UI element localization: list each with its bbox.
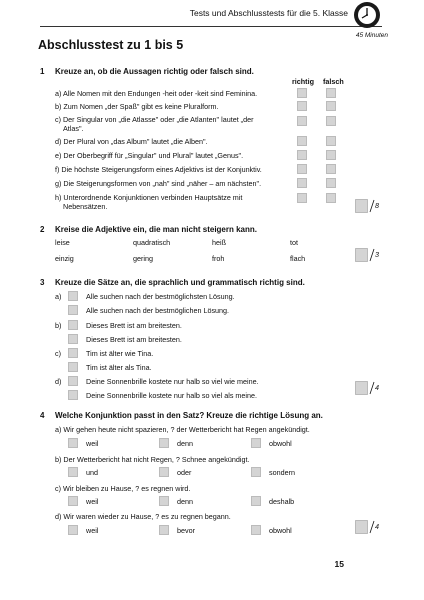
q2-word-einzig[interactable]: einzig <box>55 254 74 263</box>
q1-item-c-cont: Atlas". <box>63 124 84 133</box>
q1-h-richtig-checkbox[interactable] <box>297 193 307 203</box>
q1-col-richtig: richtig <box>292 77 314 86</box>
q1-d-richtig-checkbox[interactable] <box>297 136 307 146</box>
q4-b-option-1: und <box>86 468 98 477</box>
q3-item-b2: Dieses Brett ist am breitesten. <box>86 335 182 344</box>
q1-item-e: e) Der Oberbegriff für „Singular" und Plural" lautet „Genus". <box>55 151 244 160</box>
q1-c-falsch-checkbox[interactable] <box>326 116 336 126</box>
q4-a-denn-checkbox[interactable] <box>159 438 169 448</box>
q3-item-b1: Dieses Brett ist am breitesten. <box>86 321 182 330</box>
q3-instruction: Kreuze die Sätze an, die sprachlich und grammatisch richtig sind. <box>55 278 305 287</box>
q4-a-option-1: weil <box>86 439 99 448</box>
header-rule <box>40 26 382 27</box>
q4-d-option-1: weil <box>86 526 99 535</box>
q3-item-c1: Tim ist älter wie Tina. <box>86 349 154 358</box>
q3-letter-a: a) <box>55 292 62 301</box>
q1-item-a: a) Alle Nomen mit den Endungen -heit oder -keit sind Feminina. <box>55 89 258 98</box>
q2-word-leise[interactable]: leise <box>55 238 70 247</box>
time-label: 45 Minuten <box>355 32 388 39</box>
page-title: Abschlusstest zu 1 bis 5 <box>38 38 184 52</box>
q4-c-option-1: weil <box>86 497 99 506</box>
q4-d-bevor-checkbox[interactable] <box>159 525 169 535</box>
q3-b2-checkbox[interactable] <box>68 334 78 344</box>
q4-a-option-3: obwohl <box>269 439 292 448</box>
q2-instruction: Kreise die Adjektive ein, die man nicht steigern kann. <box>55 225 257 234</box>
q4-b-option-2: oder <box>177 468 192 477</box>
q4-question-d: d) Wir waren wieder zu Hause, ? es zu regnen begann. <box>55 512 231 521</box>
q3-d1-checkbox[interactable] <box>68 376 78 386</box>
q3-a2-checkbox[interactable] <box>68 305 78 315</box>
q4-b-sondern-checkbox[interactable] <box>251 467 261 477</box>
q1-c-richtig-checkbox[interactable] <box>297 116 307 126</box>
q3-letter-c: c) <box>55 349 61 358</box>
q3-c2-checkbox[interactable] <box>68 362 78 372</box>
page-number: 15 <box>334 559 344 569</box>
q4-c-option-3: deshalb <box>269 497 295 506</box>
q4-c-deshalb-checkbox[interactable] <box>251 496 261 506</box>
q4-c-weil-checkbox[interactable] <box>68 496 78 506</box>
q1-b-richtig-checkbox[interactable] <box>297 101 307 111</box>
q1-item-d: d) Der Plural von „das Album" lautet „die Alben". <box>55 137 208 146</box>
q1-g-richtig-checkbox[interactable] <box>297 178 307 188</box>
q4-question-c: c) Wir bleiben zu Hause, ? es regnen wird. <box>55 484 191 493</box>
q2-score: 3 <box>375 250 379 259</box>
q3-number: 3 <box>40 278 45 287</box>
q3-item-a2: Alle suchen nach der bestmöglichen Lösung. <box>86 306 230 315</box>
q1-a-falsch-checkbox[interactable] <box>326 88 336 98</box>
q3-letter-b: b) <box>55 321 62 330</box>
q2-word-quadratisch[interactable]: quadratisch <box>133 238 171 247</box>
q1-item-h-cont: Nebensätzen. <box>63 202 108 211</box>
q4-d-obwohl-checkbox[interactable] <box>251 525 261 535</box>
q4-question-a: a) Wir gehen heute nicht spazieren, ? der Wetterbericht hat Regen angekündigt. <box>55 425 310 434</box>
header-title: Tests und Abschlusstests für die 5. Klasse <box>189 8 348 18</box>
q1-col-falsch: falsch <box>323 77 344 86</box>
q1-item-h: h) Unterordnende Konjunktionen verbinden Hauptsätze mit <box>55 193 243 202</box>
q2-word-tot[interactable]: tot <box>290 238 298 247</box>
q1-e-falsch-checkbox[interactable] <box>326 150 336 160</box>
q3-item-a1: Alle suchen nach der bestmöglichsten Lösung. <box>86 292 235 301</box>
q1-number: 1 <box>40 67 45 76</box>
q3-d2-checkbox[interactable] <box>68 390 78 400</box>
q1-instruction: Kreuze an, ob die Aussagen richtig oder falsch sind. <box>55 67 254 76</box>
q4-instruction: Welche Konjunktion passt in den Satz? Kreuze die richtige Lösung an. <box>55 411 323 420</box>
q1-item-g: g) Die Steigerungsformen von „nah" sind „näher – am nächsten". <box>55 179 262 188</box>
q4-d-option-2: bevor <box>177 526 195 535</box>
q4-b-oder-checkbox[interactable] <box>159 467 169 477</box>
q4-c-option-2: denn <box>177 497 193 506</box>
q1-f-falsch-checkbox[interactable] <box>326 164 336 174</box>
q4-question-b: b) Der Wetterbericht hat nicht Regen, ? Schnee angekündigt. <box>55 455 250 464</box>
q1-a-richtig-checkbox[interactable] <box>297 88 307 98</box>
q3-b1-checkbox[interactable] <box>68 320 78 330</box>
q2-word-froh[interactable]: froh <box>212 254 225 263</box>
q1-h-falsch-checkbox[interactable] <box>326 193 336 203</box>
q1-score: 8 <box>375 201 379 210</box>
q4-d-option-3: obwohl <box>269 526 292 535</box>
q3-c1-checkbox[interactable] <box>68 348 78 358</box>
q1-g-falsch-checkbox[interactable] <box>326 178 336 188</box>
q4-score: 4 <box>375 522 379 531</box>
q2-word-heiss[interactable]: heiß <box>212 238 226 247</box>
page-header <box>0 0 424 39</box>
q1-item-f: f) Die höchste Steigerungsform eines Adjektivs ist der Konjunktiv. <box>55 165 262 174</box>
q2-word-flach[interactable]: flach <box>290 254 306 263</box>
q1-d-falsch-checkbox[interactable] <box>326 136 336 146</box>
q1-b-falsch-checkbox[interactable] <box>326 101 336 111</box>
q3-a1-checkbox[interactable] <box>68 291 78 301</box>
q4-number: 4 <box>40 411 45 420</box>
q3-letter-d: d) <box>55 377 62 386</box>
q3-item-c2: Tim ist älter als Tina. <box>86 363 152 372</box>
clock-icon <box>354 2 380 28</box>
q4-d-weil-checkbox[interactable] <box>68 525 78 535</box>
q3-item-d2: Deine Sonnenbrille kostete nur halb so viel als meine. <box>86 391 258 400</box>
q3-score: 4 <box>375 383 379 392</box>
q4-c-denn-checkbox[interactable] <box>159 496 169 506</box>
q2-word-gering[interactable]: gering <box>133 254 153 263</box>
q4-a-weil-checkbox[interactable] <box>68 438 78 448</box>
q1-item-c: c) Der Singular von „die Atlasse" oder „die Atlanten" lautet „der <box>55 115 254 124</box>
q1-e-richtig-checkbox[interactable] <box>297 150 307 160</box>
q1-item-b: b) Zum Nomen „der Spaß" gibt es keine Pluralform. <box>55 102 219 111</box>
q2-number: 2 <box>40 225 45 234</box>
q4-b-und-checkbox[interactable] <box>68 467 78 477</box>
q1-f-richtig-checkbox[interactable] <box>297 164 307 174</box>
q4-a-option-2: denn <box>177 439 193 448</box>
q4-a-obwohl-checkbox[interactable] <box>251 438 261 448</box>
q3-item-d1: Deine Sonnenbrille kostete nur halb so viel wie meine. <box>86 377 259 386</box>
q4-b-option-3: sondern <box>269 468 295 477</box>
